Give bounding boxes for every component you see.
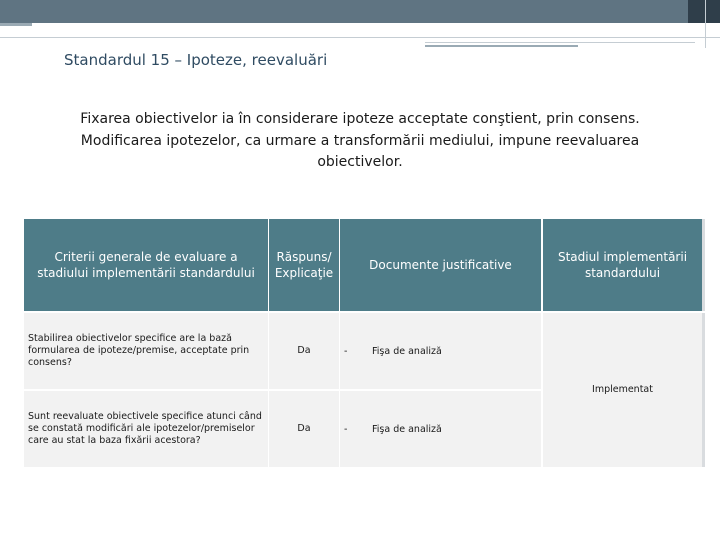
header-raspuns: Răspuns/ Explicaţie [269, 219, 339, 311]
table-row-2-documente [340, 391, 541, 467]
table-row-2-raspuns: Da [269, 391, 339, 467]
table-row-2-document: Fişa de analiză [372, 424, 442, 435]
top-bar [0, 0, 720, 23]
table-row-1-raspuns: Da [269, 313, 339, 389]
header-shadow [702, 219, 705, 311]
header-stadiul: Stadiul implementării standardului [543, 219, 702, 311]
top-divider-vertical [705, 0, 706, 48]
top-accent-stripe [425, 45, 578, 47]
stadiul-value: Implementat [543, 313, 702, 467]
top-accent-stripe [0, 23, 32, 26]
table-row-1-documente [340, 313, 541, 389]
slide-title: Standardul 15 – Ipoteze, reevaluări [64, 51, 328, 69]
table-row-1-document: Fişa de analiză [372, 346, 442, 357]
top-bar-dark-block [688, 0, 720, 23]
body-shadow [702, 313, 705, 467]
header-documente: Documente justificative [340, 219, 541, 311]
top-divider-line [425, 42, 695, 43]
table-row-2-dash: - [344, 424, 348, 435]
top-divider-line [0, 37, 720, 38]
intro-paragraph: Fixarea obiectivelor ia în considerare ipoteze acceptate conştient, prin consens. Modificarea ipotezelor, ca urmare a transformării mediului, impune reevaluarea obiectivelor. [80, 111, 640, 170]
header-criterii: Criterii generale de evaluare a stadiului implementării standardului [24, 219, 268, 311]
table-row-2-criteriu: Sunt reevaluate obiectivele specifice atunci când se constată modificări ale ipotezelor/premiselor care au stat la baza fixării acestora? [24, 391, 268, 467]
table-row-1-criteriu: Stabilirea obiectivelor specifice are la bază formularea de ipoteze/premise, acceptate prin consens? [24, 313, 268, 389]
table-row-1-dash: - [344, 346, 348, 357]
